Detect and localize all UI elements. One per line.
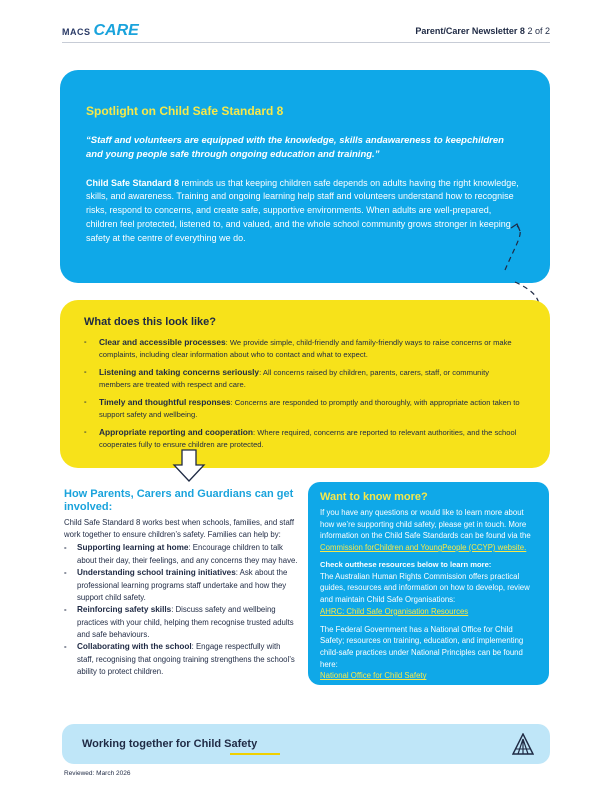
spotlight-title: Spotlight on Child Safe Standard 8 xyxy=(86,104,284,118)
list-item xyxy=(64,542,298,567)
list-item xyxy=(84,336,520,360)
involved-intro: Child Safe Standard 8 works best when schools, families, and staff work together to ensure children’s safety. Families can help by: xyxy=(64,518,294,540)
ahrc-text: The Australian Human Rights Commission offers practical guides, resources and information on how to develop, review and maintain Child Safe Organisations: xyxy=(320,571,530,605)
footer-banner xyxy=(62,724,550,764)
list-item xyxy=(84,396,520,420)
item-bold: Clear and accessible processes xyxy=(99,337,226,347)
know-more-intro xyxy=(320,507,539,554)
item-bold: Collaborating with the school xyxy=(77,641,192,651)
bullet: - xyxy=(84,337,87,346)
bullet: - xyxy=(84,367,87,376)
item-text: : Encourage children to talk about their day, their feelings, and any concerns they may have. xyxy=(77,543,298,566)
item-bold: Listening and taking concerns seriously xyxy=(99,367,260,377)
look-like-panel xyxy=(60,300,550,468)
item-bold: Appropriate reporting and cooperation xyxy=(99,427,254,437)
logo-care-text: CARE xyxy=(93,22,139,39)
look-like-title: What does this look like? xyxy=(84,316,217,328)
bullet: - xyxy=(64,641,67,651)
newsletter-title: Parent/Carer Newsletter 8 xyxy=(415,26,525,36)
spotlight-quote: “Staff and volunteers are equipped with the knowledge, skills andawareness to keepchildren and young people safe through ongoing education and training.” xyxy=(86,135,504,161)
item-text: : Discuss safety and wellbeing practices with your child, helping them recognise trusted adults and safe behaviours. xyxy=(77,605,294,639)
involved-section xyxy=(64,488,298,678)
header-divider xyxy=(62,42,550,43)
look-like-list xyxy=(84,336,520,450)
ahrc-link[interactable]: AHRC: Child Safe Organisation Resources xyxy=(320,606,469,616)
list-item xyxy=(84,366,520,390)
footer-banner-text: Working together for Child Safety xyxy=(82,738,258,750)
resources-subtitle: Check outthese resources below to learn more: xyxy=(320,559,492,569)
national-office-link[interactable]: National Office for Child Safety xyxy=(320,671,427,681)
ccyp-link[interactable]: Commission forChildren and YoungPeople (CCYP) website. xyxy=(320,543,527,553)
list-item xyxy=(64,604,298,641)
church-tent-icon xyxy=(512,733,534,755)
bullet: - xyxy=(84,427,87,436)
item-bold: Understanding school training initiatives xyxy=(77,568,236,578)
item-text: : Engage respectfully with staff, recognising that ongoing training strengthens the school’s ability to protect children. xyxy=(77,641,295,676)
macs-care-logo xyxy=(62,22,139,40)
logo-macs-text: MACS xyxy=(62,27,91,37)
involved-title: How Parents, Carers and Guardians can get involved: xyxy=(64,488,294,513)
page-header xyxy=(0,0,612,48)
know-more-panel xyxy=(308,482,549,685)
list-item xyxy=(84,426,520,450)
list-item xyxy=(64,641,298,678)
bullet: - xyxy=(64,605,67,615)
item-bold: Reinforcing safety skills xyxy=(77,605,172,615)
item-text: : Where required, concerns are reported to relevant authorities, and the school cooperates fully to ensure children are protected. xyxy=(99,428,517,449)
down-arrow-icon xyxy=(172,449,206,483)
involved-list xyxy=(64,542,298,677)
item-bold: Timely and thoughtful responses xyxy=(99,397,231,407)
spotlight-body-text: reminds us that keeping children safe depends on adults having the right knowledge, skills, and awareness. Training and ongoing learning help staff and volunteers understand how to recognise risks, respond to concerns, and create safe, supportive environments. When adults are well-prepared, children feel protected, listened to, and valued, and the whole school community grows stronger in keeping safety at the centre of everything we do. xyxy=(86,177,519,244)
know-more-intro-text: If you have any questions or would like to learn more about how we’re supporting child safety, please get in touch. More information on the Child Safe Standards can be found via the xyxy=(320,508,531,541)
spotlight-body xyxy=(86,177,522,247)
ahrc-paragraph xyxy=(320,571,539,618)
list-item xyxy=(64,567,298,604)
item-text: : Ask about the professional learning programs staff undertake and how they support child safety. xyxy=(77,568,288,602)
reviewed-date: Reviewed: March 2026 xyxy=(64,770,131,777)
know-more-title: Want to know more? xyxy=(320,491,428,503)
item-text: : Concerns are responded to promptly and thoroughly, with appropriate action taken to support safety and wellbeing. xyxy=(99,398,520,419)
page-number: 2 of 2 xyxy=(527,26,550,36)
item-text: : All concerns raised by children, parents, carers, staff, or community members are treated with respect and care. xyxy=(99,368,489,389)
bullet: - xyxy=(64,543,67,553)
bullet: - xyxy=(64,568,67,578)
national-office-text: The Federal Government has a National Office for Child Safety; resources on training, education, and implementing child-safe practices under National Principles can be found here: xyxy=(320,624,524,669)
bullet: - xyxy=(84,397,87,406)
item-bold: Supporting learning at home xyxy=(77,543,189,553)
national-office-paragraph xyxy=(320,624,539,682)
item-text: : We provide simple, child-friendly and family-friendly ways to raise concerns or make complaints, including clear information about who to contact and what to expect. xyxy=(99,338,512,359)
spotlight-panel xyxy=(60,70,550,283)
newsletter-label xyxy=(415,26,550,36)
spotlight-body-bold: Child Safe Standard 8 xyxy=(86,177,180,188)
footer-underline xyxy=(230,753,280,755)
